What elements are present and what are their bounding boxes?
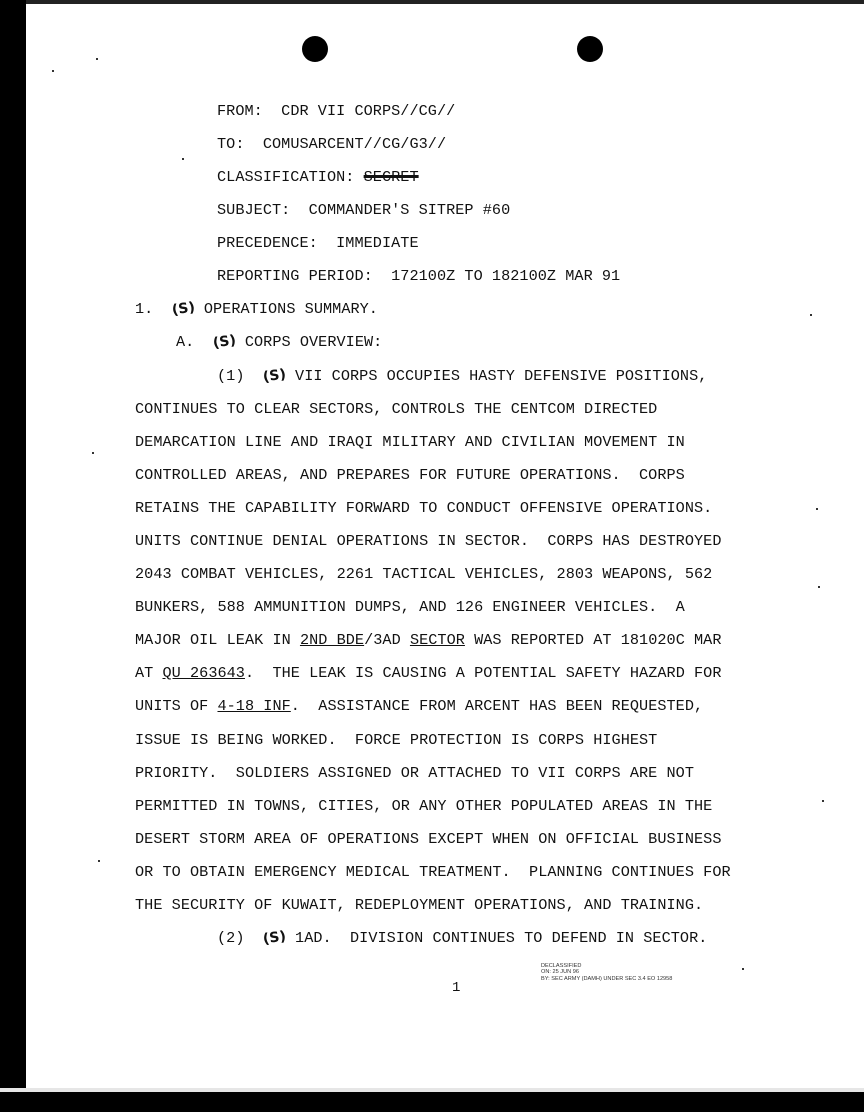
body-line: BUNKERS, 588 AMMUNITION DUMPS, AND 126 ENGINEER VEHICLES. A [135, 598, 685, 616]
section-a-heading [176, 333, 382, 351]
section-a-letter: A. [176, 333, 195, 351]
precedence-value: IMMEDIATE [336, 234, 419, 252]
scan-speck [182, 158, 184, 160]
to-line [217, 135, 446, 153]
body-line: UNITS CONTINUE DENIAL OPERATIONS IN SECTOR. CORPS HAS DESTROYED [135, 532, 722, 550]
text-segment: . ASSISTANCE FROM ARCENT HAS BEEN REQUESTED, [290, 697, 704, 715]
subject-line [217, 201, 510, 219]
from-label: FROM: [217, 102, 263, 120]
page-number: 1 [452, 980, 461, 996]
scan-speck [98, 860, 100, 862]
scan-speck [822, 800, 824, 802]
para-2-text: 1AD. DIVISION CONTINUES TO DEFEND IN SECTOR. [295, 929, 708, 947]
period-label: REPORTING PERIOD: [217, 267, 373, 285]
classification-mark: (S) [261, 928, 287, 948]
to-value: COMUSARCENT//CG/G3// [262, 135, 447, 153]
from-value: CDR VII CORPS//CG// [281, 102, 456, 120]
section-1-heading [135, 300, 378, 318]
scan-left-border [0, 0, 26, 1112]
punch-hole-right [577, 36, 603, 62]
from-line [217, 102, 455, 120]
section-1-title: OPERATIONS SUMMARY. [203, 300, 378, 318]
text-segment: . THE LEAK IS CAUSING A POTENTIAL SAFETY HAZARD FOR [244, 664, 722, 682]
classification-value: SECRET [363, 168, 419, 186]
body-line: DEMARCATION LINE AND IRAQI MILITARY AND CIVILIAN MOVEMENT IN [135, 433, 685, 451]
scan-speck [92, 452, 94, 454]
section-1-number: 1. [135, 300, 154, 318]
precedence-line [217, 234, 419, 252]
scan-speck [52, 70, 54, 72]
text-segment: UNITS OF [135, 697, 218, 715]
subject-value: COMMANDER'S SITREP #60 [308, 201, 511, 219]
declass-line: DECLASSIFIED [541, 963, 582, 969]
classification-mark: (S) [170, 299, 196, 319]
text-segment: MAJOR OIL LEAK IN [135, 631, 300, 649]
scan-speck [810, 314, 812, 316]
punch-hole-left [302, 36, 328, 62]
para-2-line [217, 929, 707, 947]
to-label: TO: [217, 135, 245, 153]
para-1-text: VII CORPS OCCUPIES HASTY DEFENSIVE POSITIONS, [295, 367, 708, 385]
scan-bottom-border [0, 1092, 864, 1112]
scan-speck [96, 58, 98, 60]
declassification-stamp [541, 963, 672, 982]
body-line [135, 697, 703, 715]
text-segment: WAS REPORTED AT 181020C MAR [464, 631, 722, 649]
classification-mark: (S) [261, 366, 287, 386]
body-line: PRIORITY. SOLDIERS ASSIGNED OR ATTACHED TO VII CORPS ARE NOT [135, 764, 695, 782]
scan-top-border [0, 0, 864, 4]
classification-label: CLASSIFICATION: [217, 168, 355, 186]
scan-speck [816, 508, 818, 510]
body-line: ISSUE IS BEING WORKED. FORCE PROTECTION IS CORPS HIGHEST [135, 731, 658, 749]
subject-label: SUBJECT: [217, 201, 291, 219]
reporting-period-line [217, 267, 620, 285]
body-line: 2043 COMBAT VEHICLES, 2261 TACTICAL VEHICLES, 2803 WEAPONS, 562 [135, 565, 713, 583]
body-line: CONTROLLED AREAS, AND PREPARES FOR FUTURE OPERATIONS. CORPS [135, 466, 685, 484]
para-1-first-line [217, 367, 707, 385]
classification-line [217, 168, 419, 186]
body-line [135, 631, 722, 649]
body-line: DESERT STORM AREA OF OPERATIONS EXCEPT WHEN ON OFFICIAL BUSINESS [135, 830, 722, 848]
underlined-grid-reference: QU 263643 [162, 664, 245, 682]
body-line: THE SECURITY OF KUWAIT, REDEPLOYMENT OPERATIONS, AND TRAINING. [135, 896, 704, 914]
body-line: OR TO OBTAIN EMERGENCY MEDICAL TREATMENT. PLANNING CONTINUES FOR [135, 863, 731, 881]
declass-line: ON: 25 JUN 96 [541, 969, 579, 976]
classification-mark: (S) [211, 332, 237, 352]
para-2-number: (2) [217, 929, 245, 947]
body-line: CONTINUES TO CLEAR SECTORS, CONTROLS THE CENTCOM DIRECTED [135, 400, 658, 418]
precedence-label: PRECEDENCE: [217, 234, 318, 252]
body-line: PERMITTED IN TOWNS, CITIES, OR ANY OTHER POPULATED AREAS IN THE [135, 797, 713, 815]
para-1-number: (1) [217, 367, 245, 385]
declass-line: BY: SEC ARMY (DAMH) UNDER SEC 3.4 EO 12958 [541, 975, 673, 982]
underlined-unit: 2ND BDE [299, 631, 365, 649]
section-a-title: CORPS OVERVIEW: [244, 333, 383, 351]
underlined-unit: 4-18 INF [217, 697, 291, 715]
underlined-sector: SECTOR [409, 631, 465, 649]
text-segment: /3AD [364, 631, 410, 649]
period-value: 172100Z TO 182100Z MAR 91 [391, 267, 621, 285]
scan-speck [818, 586, 820, 588]
body-line [135, 664, 722, 682]
text-segment: AT [135, 664, 163, 682]
body-line: RETAINS THE CAPABILITY FORWARD TO CONDUCT OFFENSIVE OPERATIONS. [135, 499, 713, 517]
scan-speck [742, 968, 744, 970]
